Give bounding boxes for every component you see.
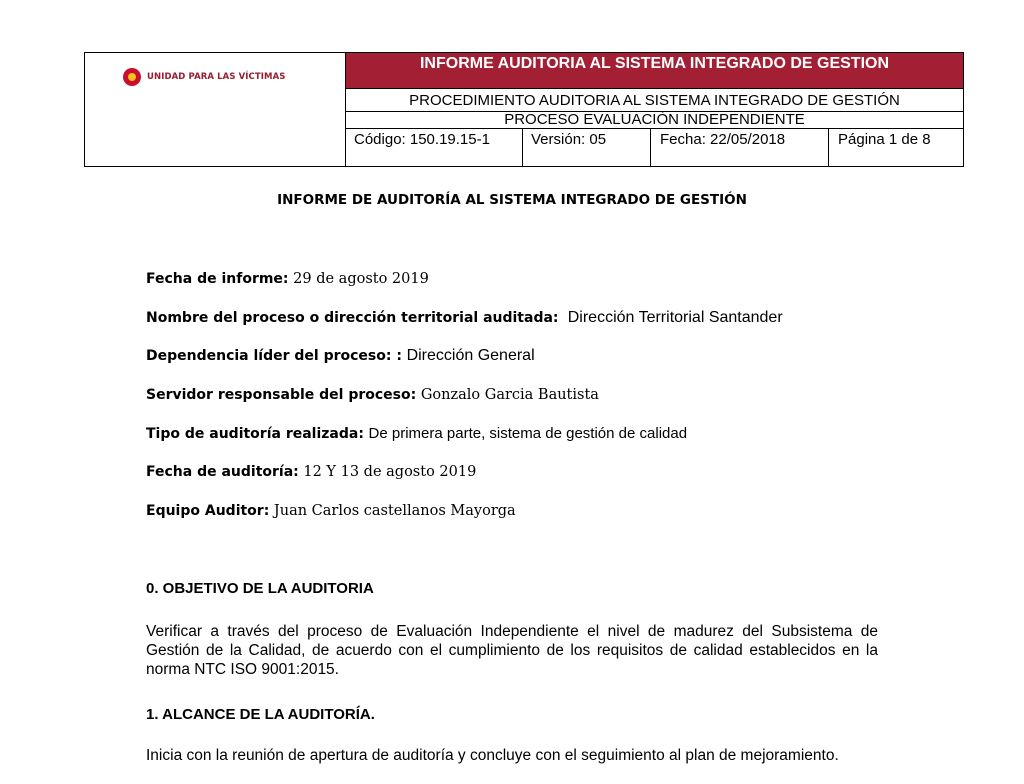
field-lead-dependency xyxy=(146,347,535,365)
document-version: Versión: 05 xyxy=(523,129,651,166)
field-label: Fecha de auditoría: xyxy=(146,464,299,480)
field-responsible-server xyxy=(146,387,599,403)
field-value: Dirección General xyxy=(406,347,535,364)
document-title: INFORME DE AUDITORÍA AL SISTEMA INTEGRADO DE GESTIÓN xyxy=(277,192,747,208)
field-label: Servidor responsable del proceso: xyxy=(146,387,417,403)
field-process-name xyxy=(146,309,783,327)
section-text-scope: Inicia con la reunión de apertura de auditoría y concluye con el seguimiento al plan de mejoramiento. xyxy=(146,747,839,764)
organization-logo xyxy=(123,68,286,86)
section-text-objective: Verificar a través del proceso de Evaluación Independiente el nivel de madurez del Subsistema de Gestión de la Calidad, de acuerdo con el cumplimiento de los requisitos de calidad establecidos en la norma NTC ISO 9001:2015. xyxy=(146,623,878,678)
field-value: Gonzalo Garcia Bautista xyxy=(420,387,599,403)
field-label: Dependencia líder del proceso: : xyxy=(146,348,402,364)
field-label: Equipo Auditor: xyxy=(146,503,270,519)
field-label: Nombre del proceso o dirección territorial auditada: xyxy=(146,310,559,326)
field-value: De primera parte, sistema de gestión de calidad xyxy=(368,425,688,442)
procedure-name: PROCEDIMIENTO AUDITORIA AL SISTEMA INTEGRADO DE GESTIÓN xyxy=(346,89,963,112)
section-heading-objective: 0. OBJETIVO DE LA AUDITORIA xyxy=(146,580,374,597)
field-label: Tipo de auditoría realizada: xyxy=(146,426,364,442)
field-audit-team xyxy=(146,503,516,519)
field-value: Dirección Territorial Santander xyxy=(567,309,783,326)
page-number: Página 1 de 8 xyxy=(838,131,931,148)
logo-cell xyxy=(85,53,346,166)
section-heading-scope: 1. ALCANCE DE LA AUDITORÍA. xyxy=(146,706,375,723)
seal-icon xyxy=(123,68,141,86)
field-audit-type xyxy=(146,425,687,442)
process-name: PROCESO EVALUACIÒN INDEPENDIENTE xyxy=(346,112,963,129)
field-value: Juan Carlos castellanos Mayorga xyxy=(273,503,516,519)
metadata-row xyxy=(346,129,963,166)
field-label: Fecha de informe: xyxy=(146,271,289,287)
report-title: INFORME AUDITORIA AL SISTEMA INTEGRADO DE GESTION xyxy=(346,53,963,89)
field-audit-date xyxy=(146,464,476,480)
field-value: 29 de agosto 2019 xyxy=(293,271,429,287)
document-code: Código: 150.19.15-1 xyxy=(346,129,523,166)
document-date: Fecha: 22/05/2018 xyxy=(651,129,829,166)
field-value: 12 Y 13 de agosto 2019 xyxy=(303,464,477,480)
logo-text: UNIDAD PARA LAS VÍCTIMAS xyxy=(147,72,286,82)
header-table xyxy=(84,52,964,167)
field-report-date xyxy=(146,271,429,287)
